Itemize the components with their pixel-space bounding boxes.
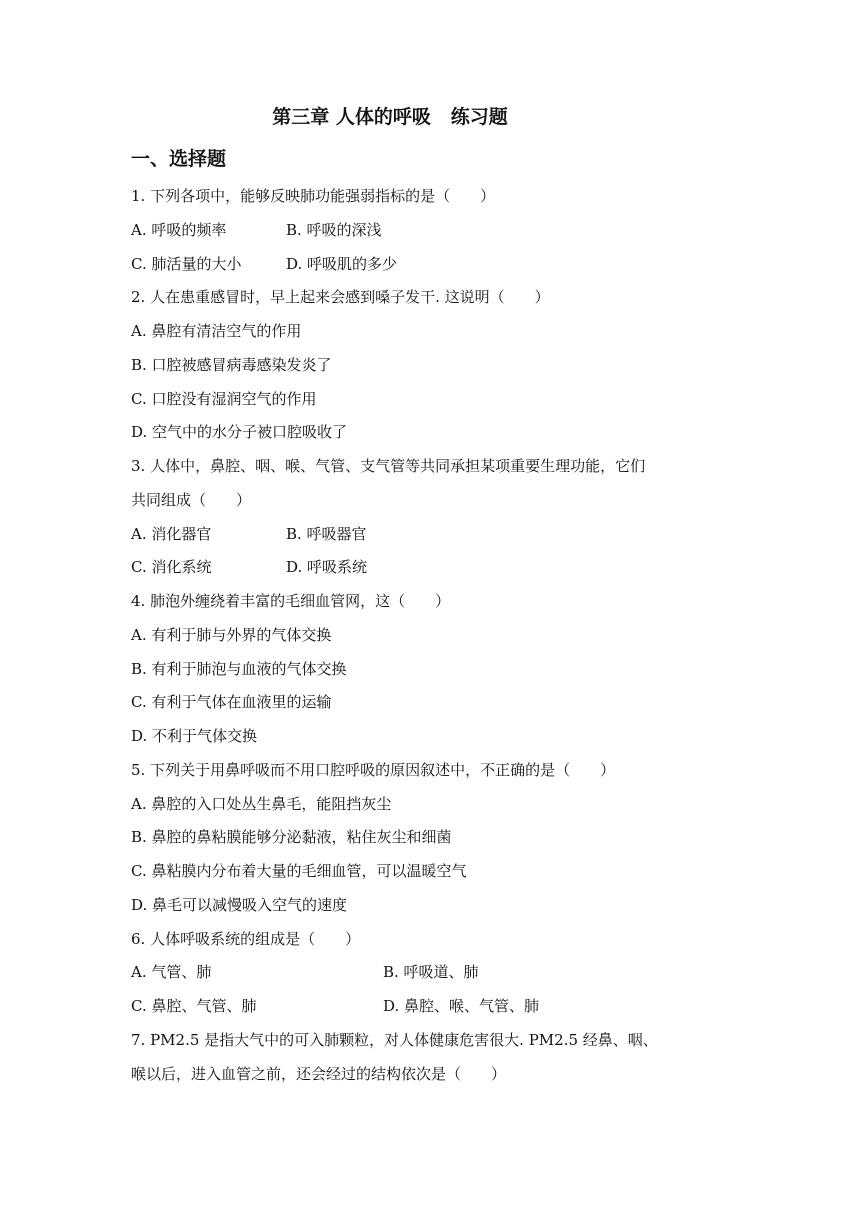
option-row — [131, 214, 751, 248]
option-row — [131, 653, 751, 687]
question-6 — [131, 923, 751, 1024]
answer-option: D. 鼻腔、喉、气管、肺 — [383, 997, 540, 1015]
question-stem: 喉以后，进入血管之前，还会经过的结构依次是（ ） — [131, 1064, 507, 1083]
answer-option: D. 空气中的水分子被口腔吸收了 — [131, 423, 348, 442]
option-row — [131, 990, 751, 1024]
question-5 — [131, 754, 751, 923]
answer-option: A. 鼻腔有清洁空气的作用 — [131, 322, 302, 340]
option-row — [131, 315, 751, 349]
answer-option: D. 呼吸系统 — [286, 558, 368, 577]
option-row — [131, 720, 751, 754]
page-title: 第三章 人体的呼吸 练习题 — [272, 106, 508, 128]
option-row — [131, 686, 751, 720]
question-stem: 2. 人在患重感冒时，早上起来会感到嗓子发干. 这说明（ ） — [131, 288, 550, 307]
section-heading: 一、选择题 — [131, 148, 227, 170]
answer-option: D. 呼吸肌的多少 — [286, 254, 398, 273]
question-4 — [131, 585, 751, 754]
question-stem: 7. PM2.5 是指大气中的可入肺颗粒，对人体健康危害很大. PM2.5 经鼻、咽、 — [131, 1030, 658, 1049]
option-row — [131, 788, 751, 822]
question-stem: 3. 人体中，鼻腔、咽、喉、气管、支气管等共同承担某项重要生理功能，它们 — [131, 457, 646, 475]
option-row — [131, 956, 751, 990]
answer-option: D. 不利于气体交换 — [131, 727, 258, 745]
answer-option: D. 鼻毛可以减慢吸入空气的速度 — [131, 895, 348, 914]
answer-option: B. 呼吸的深浅 — [286, 220, 382, 239]
option-row — [131, 889, 751, 923]
option-row — [131, 349, 751, 383]
option-row — [131, 619, 751, 653]
question-stem: 4. 肺泡外缠绕着丰富的毛细血管网，这（ ） — [131, 592, 451, 610]
question-2 — [131, 281, 751, 450]
option-row — [131, 383, 751, 417]
question-stem: 6. 人体呼吸系统的组成是（ ） — [131, 929, 361, 948]
option-row — [131, 855, 751, 889]
question-stem: 5. 下列关于用鼻呼吸而不用口腔呼吸的原因叙述中，不正确的是（ ） — [131, 760, 616, 779]
option-row — [131, 821, 751, 855]
answer-option: C. 鼻粘膜内分布着大量的毛细血管，可以温暖空气 — [131, 862, 467, 880]
option-row — [131, 518, 751, 552]
option-row — [131, 416, 751, 450]
answer-option: A. 鼻腔的入口处丛生鼻毛，能阻挡灰尘 — [131, 794, 392, 813]
answer-option: A. 有利于肺与外界的气体交换 — [131, 625, 332, 644]
answer-option: C. 鼻腔、气管、肺 — [131, 997, 257, 1015]
question-stem: 1. 下列各项中，能够反映肺功能强弱指标的是（ ） — [131, 187, 496, 205]
answer-option: C. 消化系统 — [131, 558, 212, 577]
answer-option: C. 有利于气体在血液里的运输 — [131, 693, 332, 712]
question-stem: 共同组成（ ） — [131, 490, 252, 509]
answer-option: C. 肺活量的大小 — [131, 254, 242, 273]
answer-option: B. 口腔被感冒病毒感染发炎了 — [131, 355, 332, 374]
question-3 — [131, 450, 751, 585]
answer-option: B. 呼吸器官 — [286, 524, 367, 543]
question-1 — [131, 180, 751, 281]
option-row — [131, 248, 751, 282]
option-row — [131, 551, 751, 585]
answer-option: A. 消化器官 — [131, 524, 212, 543]
answer-option: A. 呼吸的频率 — [131, 220, 227, 239]
question-7 — [131, 1024, 751, 1092]
answer-option: A. 气管、肺 — [131, 963, 212, 982]
answer-option: B. 有利于肺泡与血液的气体交换 — [131, 659, 347, 678]
answer-option: B. 鼻腔的鼻粘膜能够分泌黏液，粘住灰尘和细菌 — [131, 828, 452, 847]
answer-option: B. 呼吸道、肺 — [383, 963, 479, 982]
question-list — [131, 180, 751, 1091]
answer-option: C. 口腔没有湿润空气的作用 — [131, 389, 317, 408]
